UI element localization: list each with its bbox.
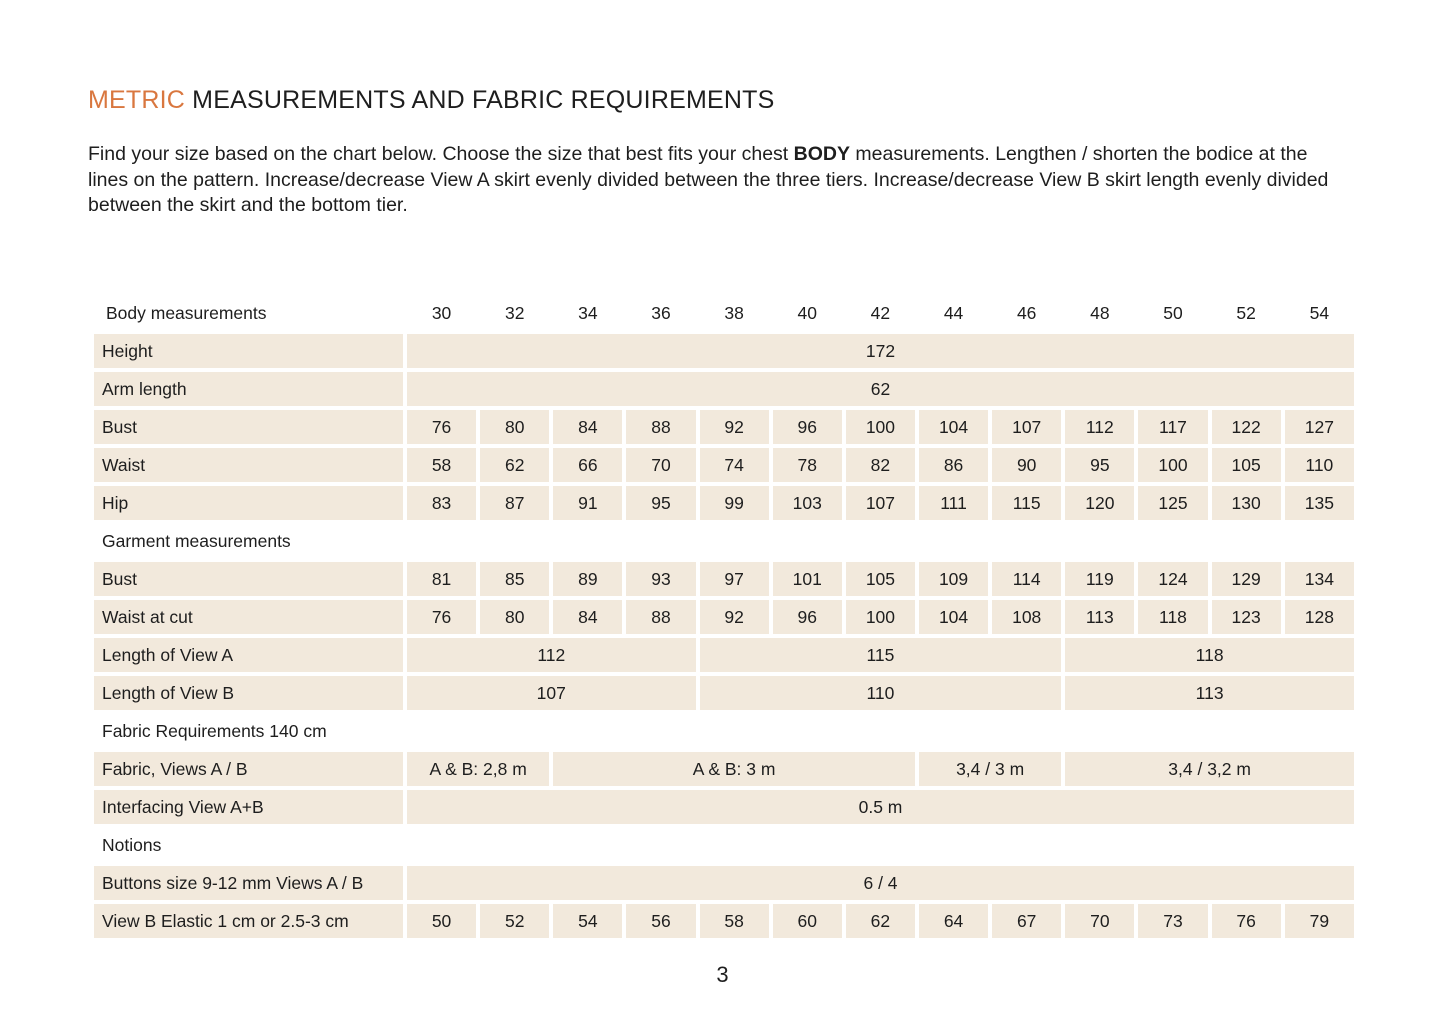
row-length-view-b [94, 676, 1354, 710]
intro-text-after: measurements. Lengthen / shorten the bodice at the lines on the pattern. Increase/decrease View A skirt evenly divided between the three tiers. Increase/decrease View B skirt length evenly divided between the skirt and the bottom tier. [88, 143, 1329, 216]
table-cell: 60 [773, 904, 842, 938]
table-cell: 99 [700, 486, 769, 520]
table-cell: 124 [1138, 562, 1207, 596]
row-label: Length of View A [94, 638, 403, 672]
row-waist [94, 448, 1354, 482]
table-cell: 110 [1285, 448, 1354, 482]
row-label: Bust [94, 562, 403, 596]
table-cell: 95 [626, 486, 695, 520]
table-cell: 58 [407, 448, 476, 482]
table-cell: 97 [700, 562, 769, 596]
table-cell: A & B: 3 m [553, 752, 915, 786]
table-cell: 91 [553, 486, 622, 520]
title-accent: METRIC [88, 86, 186, 114]
size-header: 44 [943, 302, 964, 323]
table-cell: 100 [846, 410, 915, 444]
table-cell: 105 [846, 562, 915, 596]
table-cell: 112 [1065, 410, 1134, 444]
table-cell: 84 [553, 600, 622, 634]
row-length-view-a [94, 638, 1354, 672]
table-cell: 129 [1212, 562, 1281, 596]
table-cell: 104 [919, 410, 988, 444]
table-cell: 96 [773, 600, 842, 634]
table-cell: 130 [1212, 486, 1281, 520]
table-cell: 120 [1065, 486, 1134, 520]
table-cell: 128 [1285, 600, 1354, 634]
table-cell: 79 [1285, 904, 1354, 938]
table-cell: 108 [992, 600, 1061, 634]
header-label: Body measurements [106, 302, 267, 323]
table-cell: 134 [1285, 562, 1354, 596]
page-number: 3 [716, 962, 729, 987]
table-cell: 62 [407, 372, 1354, 406]
table-cell: 0.5 m [407, 790, 1354, 824]
size-header: 38 [724, 302, 744, 323]
row-label: Height [94, 334, 403, 368]
size-header: 48 [1090, 302, 1110, 323]
size-header: 36 [651, 302, 671, 323]
table-cell: 122 [1212, 410, 1281, 444]
table-cell: 100 [1138, 448, 1207, 482]
table-cell: 3,4 / 3,2 m [1065, 752, 1354, 786]
section-garment-measurements [94, 524, 1354, 558]
table-cell: 105 [1212, 448, 1281, 482]
table-cell: 88 [626, 600, 695, 634]
size-header: 46 [1016, 302, 1037, 323]
table-cell: 92 [700, 600, 769, 634]
table-cell: 103 [773, 486, 842, 520]
table-cell: 52 [480, 904, 549, 938]
table-cell: 90 [992, 448, 1061, 482]
table-cell: 117 [1138, 410, 1207, 444]
table-cell: 82 [846, 448, 915, 482]
table-cell: 112 [407, 638, 696, 672]
size-header: 54 [1309, 302, 1330, 323]
table-cell: 92 [700, 410, 769, 444]
row-hip [94, 486, 1354, 520]
size-header: 52 [1236, 302, 1256, 323]
table-cell: 73 [1138, 904, 1207, 938]
row-buttons [94, 866, 1354, 900]
table-cell: 107 [846, 486, 915, 520]
size-header: 40 [797, 302, 817, 323]
header-row [94, 296, 1354, 330]
row-label: Fabric, Views A / B [94, 752, 403, 786]
table-cell: 119 [1065, 562, 1134, 596]
table-cell: 74 [700, 448, 769, 482]
row-elastic [94, 904, 1354, 938]
size-header: 42 [870, 302, 891, 323]
table-cell: 107 [407, 676, 696, 710]
section-notions [94, 828, 1354, 862]
row-fabric [94, 752, 1354, 786]
table-cell: 81 [407, 562, 476, 596]
table-cell: 80 [480, 410, 549, 444]
table-cell: 111 [919, 486, 988, 520]
row-label: Waist at cut [94, 600, 403, 634]
row-label: Bust [94, 410, 403, 444]
row-label: Interfacing View A+B [94, 790, 403, 824]
row-garment-bust [94, 562, 1354, 596]
table-cell: 113 [1065, 676, 1354, 710]
table-cell: 66 [553, 448, 622, 482]
table-cell: 101 [773, 562, 842, 596]
table-cell: 118 [1065, 638, 1354, 672]
table-cell: 110 [700, 676, 1062, 710]
table-cell: 54 [553, 904, 622, 938]
section-heading: Garment measurements [102, 530, 291, 551]
table-cell: 93 [626, 562, 695, 596]
section-fabric-requirements [94, 714, 1354, 748]
row-label: Length of View B [94, 676, 403, 710]
table-cell: 114 [992, 562, 1061, 596]
table-cell: 62 [846, 904, 915, 938]
section-heading: Notions [102, 834, 162, 855]
row-label: View B Elastic 1 cm or 2.5-3 cm [94, 904, 403, 938]
table-cell: 70 [626, 448, 695, 482]
table-cell: 109 [919, 562, 988, 596]
table-cell: 125 [1138, 486, 1207, 520]
table-cell: 78 [773, 448, 842, 482]
page-title [88, 86, 774, 115]
table-cell: 115 [992, 486, 1061, 520]
row-waist-at-cut [94, 600, 1354, 634]
table-cell: 58 [700, 904, 769, 938]
row-label: Waist [94, 448, 403, 482]
table-cell: 113 [1065, 600, 1134, 634]
intro-text-bold: BODY [793, 143, 850, 165]
row-bust [94, 410, 1354, 444]
table-cell: 100 [846, 600, 915, 634]
intro-text-before: Find your size based on the chart below. Choose the size that best fits your chest [88, 143, 794, 165]
row-label: Hip [94, 486, 403, 520]
table-cell: 76 [407, 410, 476, 444]
table-cell: 62 [480, 448, 549, 482]
table-cell: 70 [1065, 904, 1134, 938]
table-cell: 56 [626, 904, 695, 938]
table-cell: 88 [626, 410, 695, 444]
table-cell: 83 [407, 486, 476, 520]
table-cell: 86 [919, 448, 988, 482]
table-cell: 89 [553, 562, 622, 596]
table-cell: 135 [1285, 486, 1354, 520]
table-cell: 127 [1285, 410, 1354, 444]
table-cell: 118 [1138, 600, 1207, 634]
section-heading: Fabric Requirements 140 cm [102, 720, 327, 741]
intro-paragraph [88, 142, 1348, 219]
title-rest: MEASUREMENTS AND FABRIC REQUIREMENTS [185, 86, 775, 114]
row-height [94, 334, 1354, 368]
table-cell: 3,4 / 3 m [919, 752, 1061, 786]
table-cell: 172 [407, 334, 1354, 368]
table-cell: 64 [919, 904, 988, 938]
size-header: 30 [431, 302, 452, 323]
row-label: Buttons size 9-12 mm Views A / B [94, 866, 403, 900]
table-cell: 123 [1212, 600, 1281, 634]
table-cell: 76 [407, 600, 476, 634]
row-label: Arm length [94, 372, 403, 406]
table-cell: 107 [992, 410, 1061, 444]
table-cell: 84 [553, 410, 622, 444]
table-cell: 115 [700, 638, 1062, 672]
size-header: 34 [578, 302, 598, 323]
table-cell: A & B: 2,8 m [407, 752, 549, 786]
table-cell: 85 [480, 562, 549, 596]
size-header: 32 [504, 302, 525, 323]
table-cell: 95 [1065, 448, 1134, 482]
size-chart-table [90, 292, 1358, 942]
size-header: 50 [1163, 302, 1183, 323]
table-cell: 6 / 4 [407, 866, 1354, 900]
table-cell: 96 [773, 410, 842, 444]
table-cell: 87 [480, 486, 549, 520]
table-cell: 80 [480, 600, 549, 634]
row-arm-length [94, 372, 1354, 406]
table-cell: 50 [407, 904, 476, 938]
table-cell: 104 [919, 600, 988, 634]
table-cell: 67 [992, 904, 1061, 938]
row-interfacing [94, 790, 1354, 824]
table-cell: 76 [1212, 904, 1281, 938]
